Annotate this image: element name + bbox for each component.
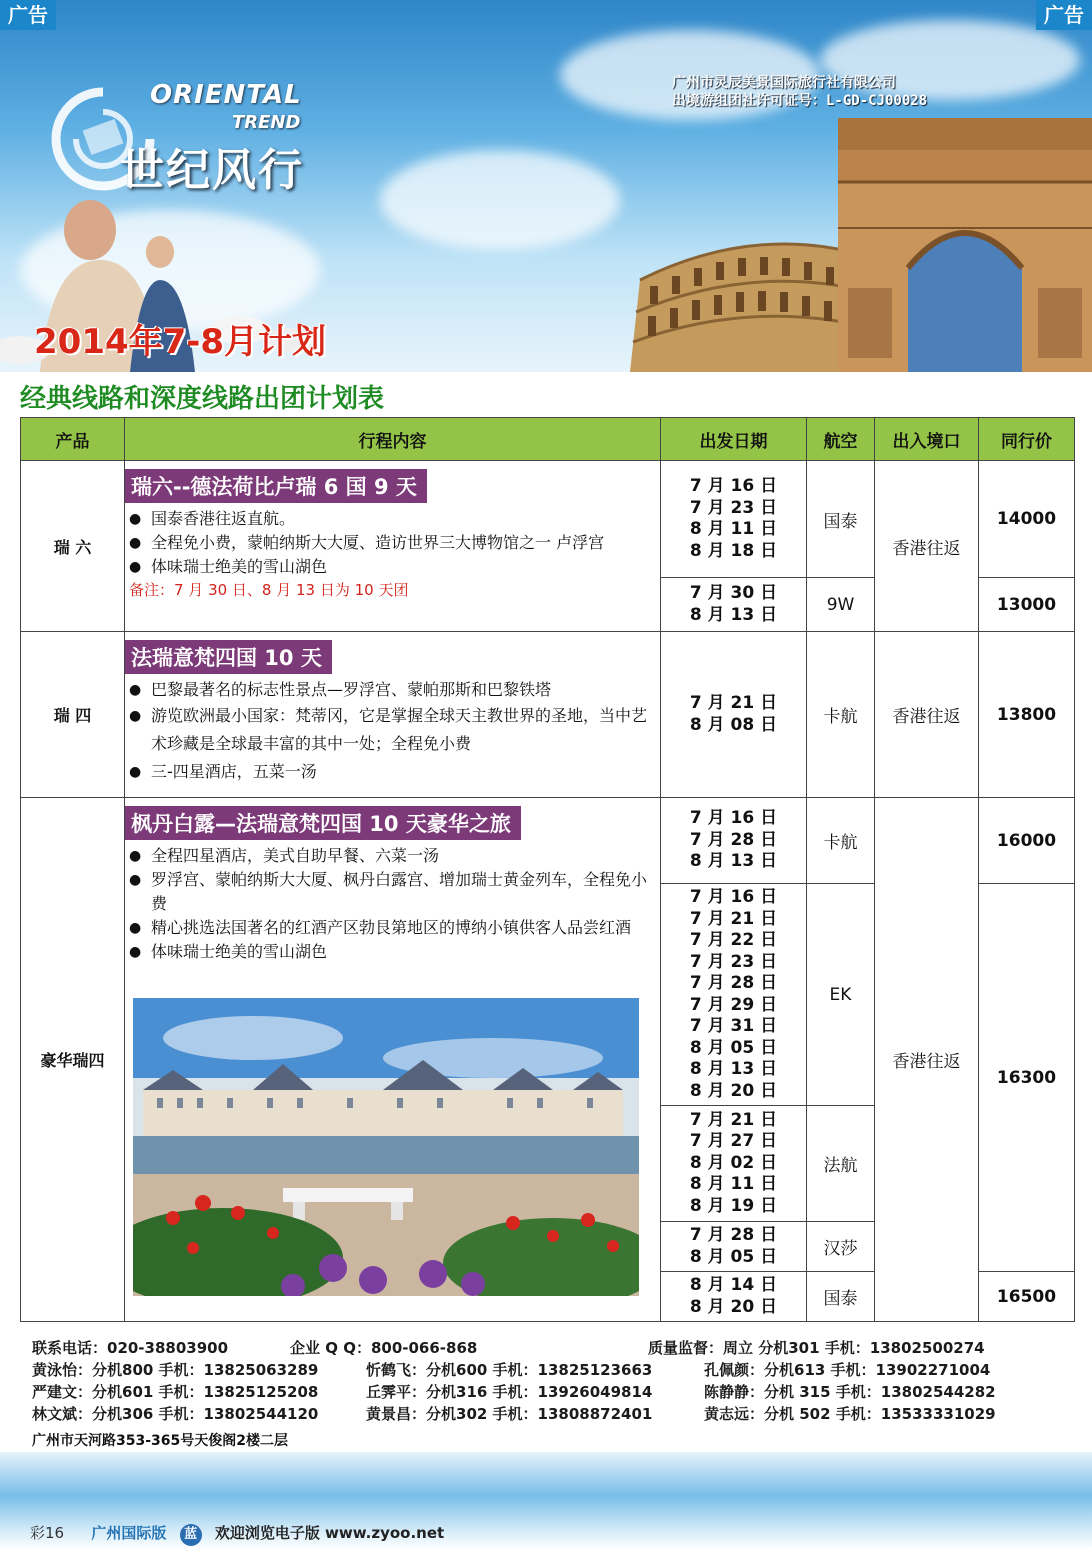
itinerary-bullet: ● 游览欧洲最小国家：梵蒂冈，它是掌握全球天主教世界的圣地，当中艺术珍藏是全球最丰富的其中一处；全程免小费	[125, 702, 660, 758]
airline: 汉莎	[807, 1222, 875, 1272]
date-item: 8 月 18 日	[689, 540, 778, 561]
airline: 国泰	[807, 461, 875, 578]
contact-entry: 林文斌：分机306 手机：13802544120	[32, 1405, 319, 1423]
airline: 法航	[807, 1106, 875, 1222]
date-item: 7 月 21 日	[689, 693, 778, 713]
date-item: 8 月 05 日	[689, 1037, 778, 1058]
contact-entry: 质量监督：周立 分机301 手机：13802500274	[648, 1339, 985, 1357]
itinerary-bullet: ● 体味瑞士绝美的雪山湖色	[125, 555, 660, 579]
fontainebleau-palace-photo	[133, 998, 639, 1296]
table-row	[21, 461, 1075, 578]
port: 香港往返	[875, 461, 979, 632]
port: 香港往返	[875, 632, 979, 798]
company-info	[672, 74, 927, 110]
date-item: 8 月 20 日	[689, 1080, 778, 1101]
date-item: 7 月 31 日	[689, 1016, 778, 1036]
route-title: 法瑞意梵四国 10 天	[125, 640, 332, 674]
date-item: 8 月 13 日	[689, 1059, 778, 1079]
route-title: 瑞六--德法荷比卢瑞 6 国 9 天	[125, 469, 427, 503]
date-item: 8 月 02 日	[689, 1152, 778, 1173]
date-item: 7 月 30 日	[689, 583, 778, 603]
airline: 卡航	[807, 798, 875, 884]
contact-entry: 陈静静：分机 315 手机：13802544282	[704, 1383, 996, 1401]
contact-entry: 联系电话：020-38803900	[32, 1339, 229, 1357]
itinerary-bullet: ● 罗浮宫、蒙帕纳斯大大厦、枫丹白露宫、增加瑞士黄金列车，全程免小费	[125, 868, 660, 916]
contact-entry: 忻鹤飞：分机600 手机：13825123663	[366, 1361, 653, 1379]
itinerary-bullet: ● 全程四星酒店，美式自助早餐、六菜一汤	[125, 844, 660, 868]
date-item: 8 月 11 日	[689, 519, 778, 539]
publication-badge-icon: 蓝	[180, 1524, 202, 1546]
price: 13000	[979, 578, 1075, 632]
license-number: 出境游组团社许可证号：L-GD-CJ00028	[672, 93, 928, 109]
price: 16300	[979, 884, 1075, 1272]
office-address: 广州市天河路353-365号天俊阁2楼二层	[32, 1433, 288, 1449]
arc-de-triomphe-illustration	[838, 118, 1092, 372]
contact-entry: 严建文：分机601 手机：13825125208	[32, 1383, 319, 1401]
header-airline: 航空	[807, 418, 875, 461]
header-banner	[0, 0, 1092, 372]
price: 14000	[979, 461, 1075, 578]
departure-dates	[661, 1222, 807, 1272]
date-item: 7 月 16 日	[689, 887, 778, 907]
date-item: 7 月 27 日	[689, 1131, 778, 1152]
date-item: 8 月 20 日	[689, 1296, 778, 1317]
price: 16500	[979, 1272, 1075, 1322]
departure-dates	[661, 1272, 807, 1322]
date-item: 7 月 23 日	[689, 497, 778, 518]
itinerary-bullet: ● 国泰香港往返直航。	[125, 507, 660, 531]
date-item: 7 月 29 日	[689, 994, 778, 1015]
airline: 9W	[807, 578, 875, 632]
contact-entry: 黄志远：分机 502 手机：13533331029	[704, 1405, 996, 1423]
date-item: 8 月 13 日	[689, 604, 778, 625]
date-item: 7 月 21 日	[689, 908, 778, 929]
route-title: 枫丹白露—法瑞意梵四国 10 天豪华之旅	[125, 806, 521, 840]
itinerary-content	[125, 461, 661, 632]
itinerary-bullet: ● 体味瑞士绝美的雪山湖色	[125, 940, 660, 964]
logo-text-oriental: ORIENTAL	[150, 80, 302, 110]
port: 香港往返	[875, 798, 979, 1322]
itinerary-bullet: ● 全程免小费，蒙帕纳斯大大厦、造访世界三大博物馆之一 卢浮宫	[125, 531, 660, 555]
itinerary-bullet: ● 巴黎最著名的标志性景点—罗浮宫、蒙帕那斯和巴黎铁塔	[125, 678, 660, 702]
contact-entry: 企业 Q Q：800-066-868	[290, 1339, 478, 1357]
header-port: 出入境口	[875, 418, 979, 461]
product-name: 瑞 四	[21, 632, 125, 798]
itinerary-content	[125, 632, 661, 798]
airline: EK	[807, 884, 875, 1106]
product-name: 瑞 六	[21, 461, 125, 632]
date-item: 7 月 16 日	[689, 808, 778, 829]
itinerary-content	[125, 798, 661, 1322]
company-name: 广州市灵辰美景国际旅行社有限公司	[672, 75, 896, 91]
header-product: 产品	[21, 418, 125, 461]
table-header-row	[21, 418, 1075, 461]
header-price: 同行价	[979, 418, 1075, 461]
airline: 国泰	[807, 1272, 875, 1322]
departure-dates	[661, 632, 807, 798]
date-item: 7 月 28 日	[689, 1225, 778, 1245]
ad-label-right: 广告	[1036, 0, 1092, 30]
header-departure-date: 出发日期	[661, 418, 807, 461]
product-name: 豪华瑞四	[21, 798, 125, 1322]
date-item: 8 月 13 日	[689, 851, 778, 872]
date-item: 7 月 21 日	[689, 1109, 778, 1130]
date-item: 8 月 08 日	[689, 714, 778, 735]
route-note: 备注：7 月 30 日、8 月 13 日为 10 天团	[129, 581, 409, 599]
contact-entry: 丘霁平：分机316 手机：13926049814	[366, 1383, 653, 1401]
date-item: 8 月 14 日	[689, 1275, 778, 1295]
contact-entry: 孔佩颜：分机613 手机：13902271004	[704, 1361, 991, 1379]
website-link[interactable]: 欢迎浏览电子版 www.zyoo.net	[214, 1524, 445, 1542]
date-item: 7 月 28 日	[689, 829, 778, 850]
table-row	[21, 798, 1075, 884]
page-footer	[30, 1522, 444, 1546]
logo-text-trend: TREND	[232, 112, 301, 133]
itinerary-bullet: ● 精心挑选法国著名的红酒产区勃艮第地区的博纳小镇供客人品尝红酒	[125, 916, 660, 940]
date-item: 7 月 16 日	[689, 476, 778, 496]
departure-dates	[661, 461, 807, 578]
date-item: 8 月 19 日	[689, 1195, 778, 1216]
date-item: 7 月 22 日	[689, 930, 778, 950]
section-title: 经典线路和深度线路出团计划表	[20, 384, 385, 414]
contact-entry: 黄泳怡：分机800 手机：13825063289	[32, 1361, 319, 1379]
departure-dates	[661, 884, 807, 1106]
itinerary-bullet: ● 三-四星酒店，五菜一汤	[125, 758, 660, 786]
table-row	[21, 632, 1075, 798]
logo-text-chinese: 世纪风行	[120, 145, 304, 196]
departure-dates	[661, 798, 807, 884]
departure-schedule-table	[20, 417, 1075, 1322]
date-item: 7 月 23 日	[689, 951, 778, 972]
plan-title: 2014年7-8月计划	[34, 322, 327, 362]
page-number: 彩16	[30, 1524, 65, 1542]
contact-entry: 黄景昌：分机302 手机：13808872401	[366, 1405, 653, 1423]
header-itinerary: 行程内容	[125, 418, 661, 461]
date-item: 8 月 05 日	[689, 1246, 778, 1267]
date-item: 8 月 11 日	[689, 1174, 778, 1195]
publication-name: 广州国际版	[91, 1524, 167, 1542]
ad-label-left: 广告	[0, 0, 56, 30]
date-item: 7 月 28 日	[689, 973, 778, 993]
price: 16000	[979, 798, 1075, 884]
airline: 卡航	[807, 632, 875, 798]
departure-dates	[661, 1106, 807, 1222]
departure-dates	[661, 578, 807, 632]
price: 13800	[979, 632, 1075, 798]
